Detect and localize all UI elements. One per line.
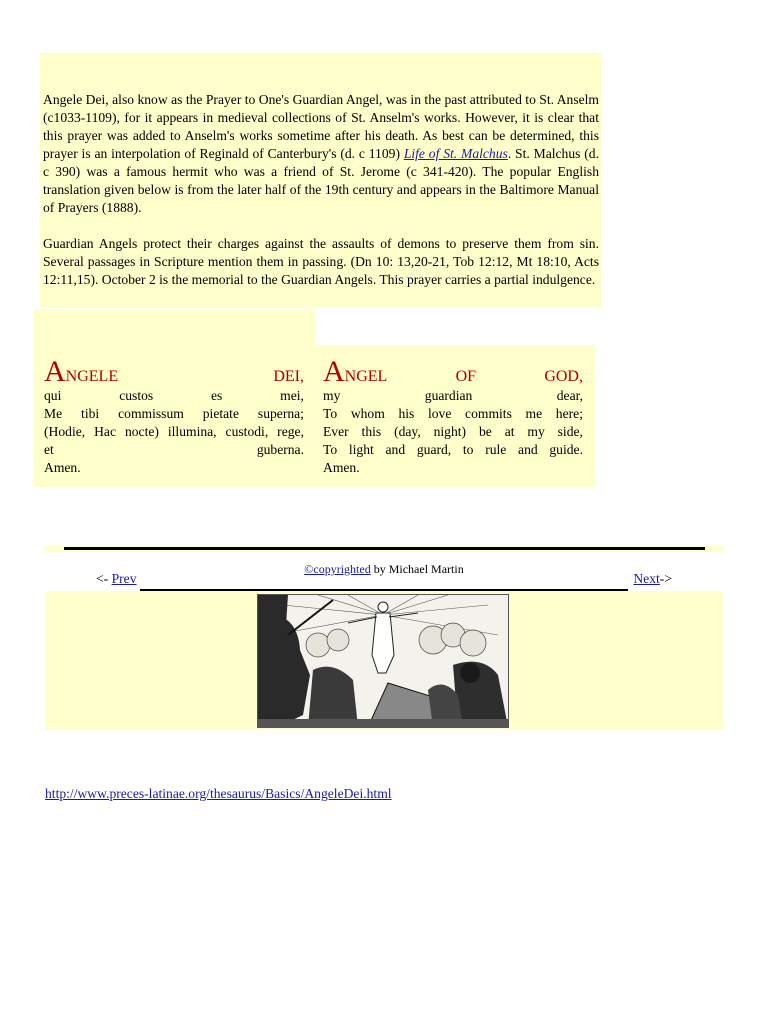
english-title-word3: GOD, <box>544 368 583 385</box>
latin-word: nocte) <box>124 424 159 439</box>
english-word: here; <box>555 406 583 421</box>
latin-line <box>44 405 304 423</box>
english-word: at <box>504 424 515 439</box>
prev-link[interactable]: Prev <box>111 571 137 586</box>
english-line <box>323 405 583 423</box>
copyright-author: by Michael Martin <box>370 562 464 576</box>
life-of-st-malchus-link[interactable]: Life of St. Malchus <box>403 146 508 161</box>
latin-word: custos <box>119 388 154 403</box>
latin-word: custodi, <box>225 424 269 439</box>
english-title <box>323 357 583 387</box>
english-title-rest: NGEL <box>344 368 388 385</box>
latin-word: commissum <box>118 406 184 421</box>
english-word: guardian <box>424 388 473 403</box>
english-word: this <box>361 424 382 439</box>
english-word: guard, <box>416 442 452 457</box>
latin-line <box>44 441 304 459</box>
english-word: me <box>525 406 543 421</box>
english-word: be <box>478 424 492 439</box>
english-word: guide. <box>549 442 583 457</box>
next-link[interactable]: Next <box>633 571 660 586</box>
latin-word: Hac <box>94 424 116 439</box>
latin-word: Me <box>44 406 63 421</box>
english-word: my <box>323 388 341 403</box>
latin-prayer <box>44 357 304 487</box>
english-word: light <box>348 442 374 457</box>
resurrection-engraving <box>257 594 509 728</box>
latin-word: mei, <box>280 388 304 403</box>
english-word: rule <box>485 442 507 457</box>
english-word: night) <box>433 424 467 439</box>
latin-word: illumina, <box>167 424 217 439</box>
latin-title-word2: DEI, <box>273 368 304 385</box>
english-word: his <box>398 406 415 421</box>
english-title-cap: A <box>323 355 345 388</box>
latin-line <box>44 423 304 441</box>
english-title-word2: OF <box>455 368 477 385</box>
intro-text-1: Angele Dei, also know as the Prayer to One's Guardian Angel, was in the past attributed to St. Anselm (c1033-1109), for it appears in medieval collections of St. Anselm's works. However, it is clear that this prayer was added to Anselm's works sometime after his death. As best can be determined, this prayer is an interpolation of Reginald of Canterbury's (d. c 1109) <box>43 92 599 161</box>
english-word: To <box>323 442 338 457</box>
page-url-link[interactable]: http://www.preces-latinae.org/thesaurus/Basics/AngeleDei.html <box>45 786 392 801</box>
english-line <box>323 423 583 441</box>
intro-text-2: . St. Malchus (d. c 390) was a famous hermit who was a friend of St. Jerome (c 341-420). The popular English translation given below is from the later half of the 19th century and appears in the Baltimore Manual of Prayers (1888). <box>43 146 599 215</box>
engraving-illustration <box>258 595 508 727</box>
latin-lines <box>44 387 304 459</box>
english-word: To <box>323 406 338 421</box>
latin-word: pietate <box>202 406 239 421</box>
latin-word: tibi <box>81 406 100 421</box>
latin-word: rege, <box>277 424 304 439</box>
latin-title-cap: A <box>44 355 66 388</box>
prev-arrow: <- <box>96 571 112 586</box>
intro-paragraph-1 <box>43 91 599 217</box>
english-word: my <box>527 424 545 439</box>
english-word: whom <box>350 406 385 421</box>
english-word: to <box>462 442 474 457</box>
english-word: Ever <box>323 424 349 439</box>
next-nav <box>633 571 672 587</box>
intro-panel <box>40 53 602 307</box>
page-url <box>45 786 392 802</box>
english-line <box>323 441 583 459</box>
english-word: and <box>385 442 406 457</box>
english-word: side, <box>557 424 583 439</box>
prayer-columns <box>34 345 595 487</box>
english-amen: Amen. <box>323 460 360 475</box>
latin-title-rest: NGELE <box>65 368 119 385</box>
english-word: dear, <box>556 388 583 403</box>
prayer-header-background <box>34 309 315 347</box>
english-prayer <box>323 357 583 487</box>
next-arrow: -> <box>659 571 672 586</box>
prev-nav <box>96 571 137 587</box>
intro-paragraph-2: Guardian Angels protect their charges against the assaults of demons to preserve them from sin. Several passages in Scripture mention them in passing. (Dn 10: 13,20-21, Tob 12:12, Mt 18:10, Acts 12:11,15). October 2 is the memorial to the Guardian Angels. This prayer carries a partial indulgence. <box>43 236 599 287</box>
latin-word: es <box>211 388 223 403</box>
english-word: and <box>518 442 538 457</box>
latin-word: superna; <box>257 406 304 421</box>
latin-title <box>44 357 304 387</box>
english-word: commits <box>465 406 512 421</box>
latin-word: (Hodie, <box>44 424 86 439</box>
footer-rule-top <box>64 547 705 550</box>
english-word: love <box>427 406 452 421</box>
copyright-link[interactable]: ©copyrighted <box>304 562 371 576</box>
english-lines <box>323 387 583 459</box>
english-word: (day, <box>394 424 421 439</box>
latin-word: et <box>44 442 54 457</box>
latin-word: qui <box>44 388 62 403</box>
latin-amen: Amen. <box>44 460 81 475</box>
latin-word: guberna. <box>256 442 304 457</box>
